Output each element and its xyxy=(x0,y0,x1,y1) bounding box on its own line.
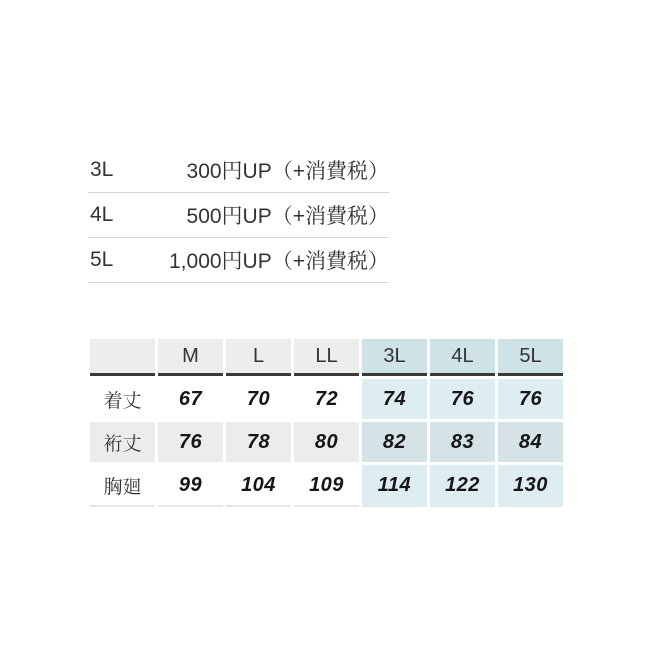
table-row-chest xyxy=(90,465,563,507)
row-label: 裄丈 xyxy=(90,422,155,462)
row-label: 着丈 xyxy=(90,379,155,419)
header-cell-3l: 3L xyxy=(362,339,427,376)
cell-value: 99 xyxy=(158,465,223,507)
surcharge-size-label: 5L xyxy=(90,248,114,271)
cell-value: 83 xyxy=(430,422,495,462)
surcharge-price-text xyxy=(187,200,389,230)
surcharge-amount: 1,000円UP xyxy=(169,250,272,273)
header-cell-empty xyxy=(90,339,155,376)
surcharge-price-text xyxy=(187,155,389,185)
cell-value: 130 xyxy=(498,465,563,507)
header-cell-m: M xyxy=(158,339,223,376)
cell-value: 76 xyxy=(498,379,563,419)
cell-value: 82 xyxy=(362,422,427,462)
surcharge-price-text xyxy=(169,245,389,275)
table-row-body-length xyxy=(90,379,563,419)
cell-value: 114 xyxy=(362,465,427,507)
cell-value: 74 xyxy=(362,379,427,419)
surcharge-note-list xyxy=(88,148,389,283)
size-spec-table xyxy=(87,336,566,510)
cell-value: 76 xyxy=(158,422,223,462)
surcharge-amount: 300円UP xyxy=(186,160,272,183)
surcharge-size-label: 4L xyxy=(90,203,114,226)
size-table-header-row xyxy=(90,339,563,376)
header-cell-ll: LL xyxy=(294,339,359,376)
cell-value: 109 xyxy=(294,465,359,507)
surcharge-row-5l xyxy=(88,238,389,283)
header-cell-l: L xyxy=(226,339,291,376)
cell-value: 104 xyxy=(226,465,291,507)
cell-value: 67 xyxy=(158,379,223,419)
surcharge-amount: 500円UP xyxy=(186,205,272,228)
row-label: 胸廻 xyxy=(90,465,155,507)
surcharge-row-3l xyxy=(88,148,389,193)
header-cell-5l: 5L xyxy=(498,339,563,376)
table-row-sleeve-length xyxy=(90,422,563,462)
cell-value: 72 xyxy=(294,379,359,419)
cell-value: 80 xyxy=(294,422,359,462)
cell-value: 78 xyxy=(226,422,291,462)
cell-value: 84 xyxy=(498,422,563,462)
cell-value: 70 xyxy=(226,379,291,419)
header-cell-4l: 4L xyxy=(430,339,495,376)
cell-value: 122 xyxy=(430,465,495,507)
surcharge-tax-suffix: （+消費税） xyxy=(271,160,389,183)
surcharge-row-4l xyxy=(88,193,389,238)
surcharge-size-label: 3L xyxy=(90,158,114,181)
cell-value: 76 xyxy=(430,379,495,419)
surcharge-tax-suffix: （+消費税） xyxy=(271,205,389,228)
surcharge-tax-suffix: （+消費税） xyxy=(271,250,389,273)
